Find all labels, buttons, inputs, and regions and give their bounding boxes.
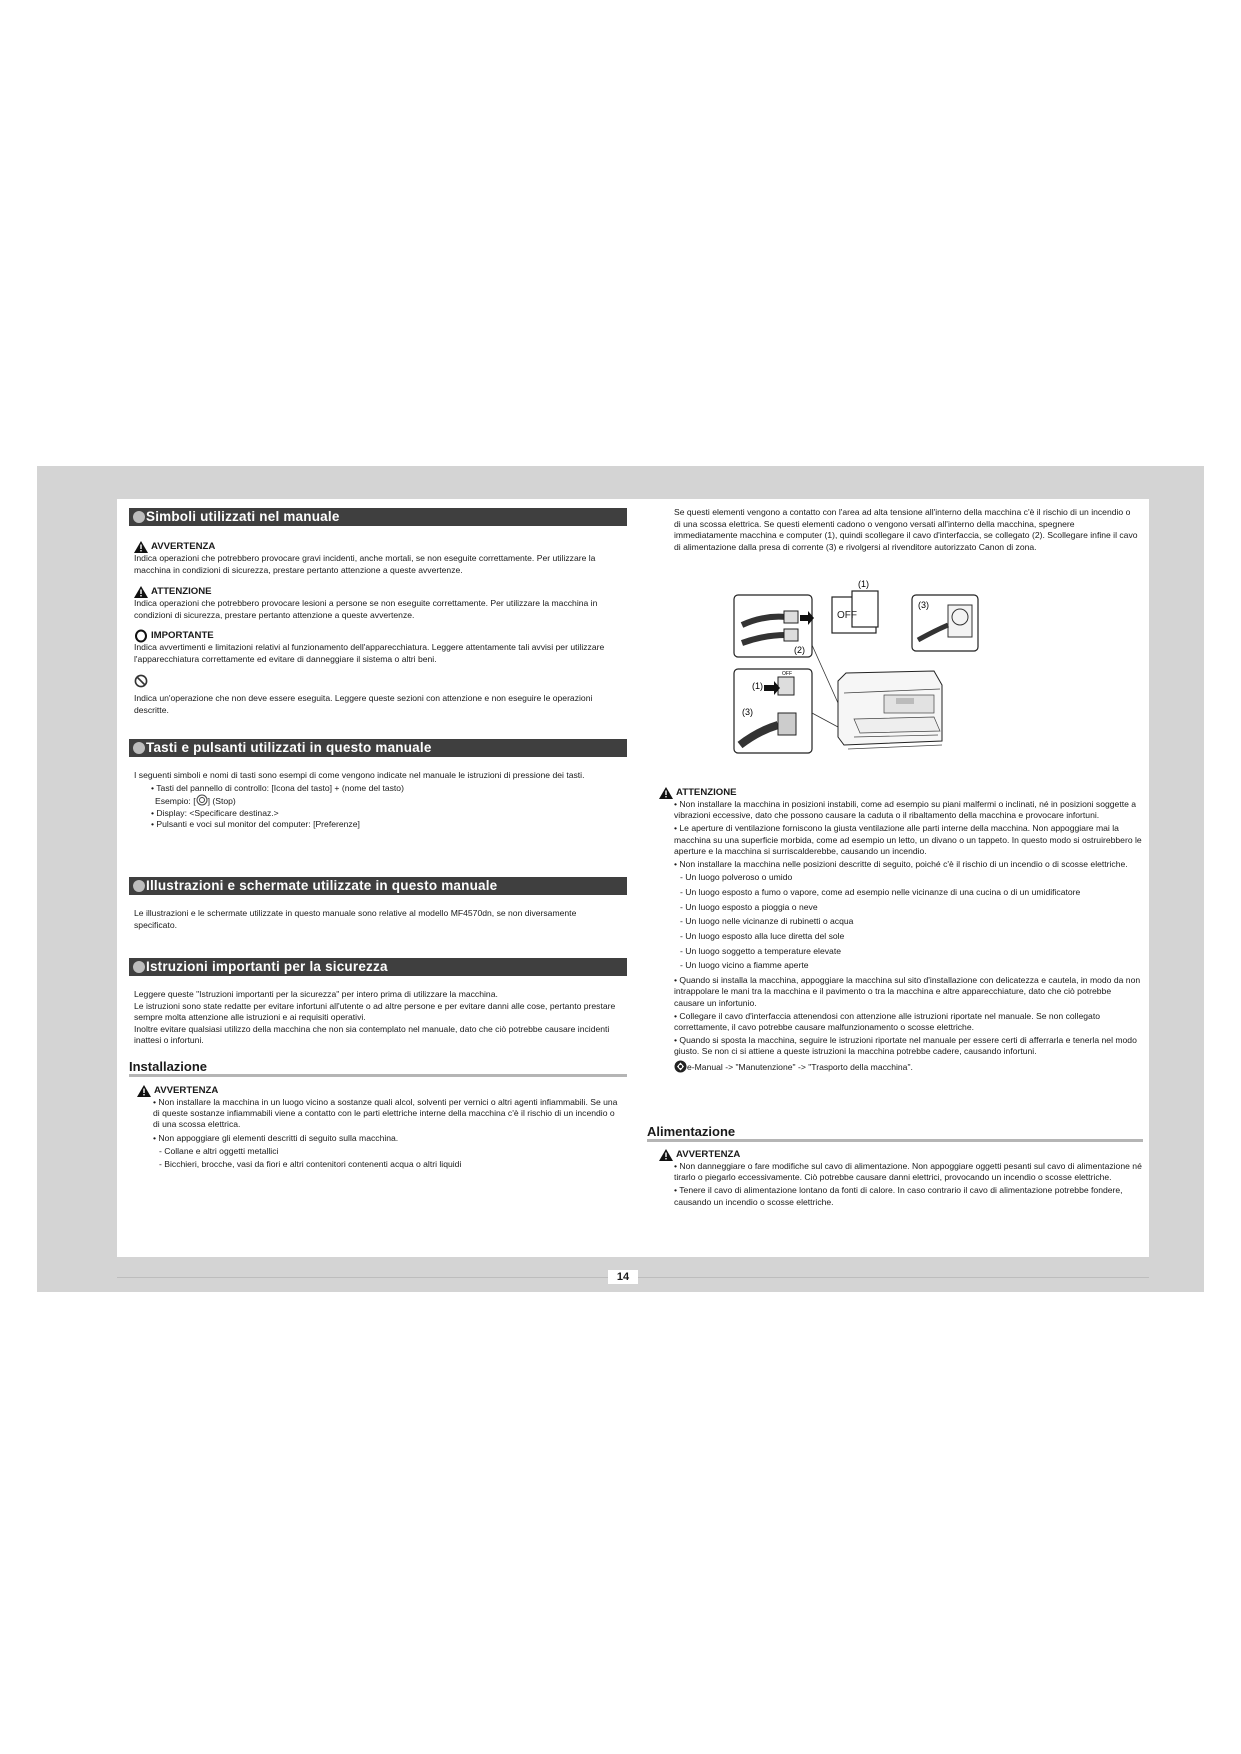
section-title: Istruzioni importanti per la sicurezza — [146, 959, 388, 974]
installazione-sub-1: - Collane e altri oggetti metallici — [159, 1145, 279, 1156]
section-bullet-icon — [133, 511, 145, 523]
emanual-icon — [674, 1060, 687, 1073]
label-off-small: OFF — [782, 671, 792, 677]
unplug-machine-illustration — [734, 579, 1034, 763]
avvertenza-label: AVVERTENZA — [137, 1085, 621, 1097]
location-list — [674, 872, 1143, 971]
warning-triangle-icon — [134, 541, 148, 553]
label-2: (2) — [794, 645, 805, 655]
avvertenza-label: AVVERTENZA — [659, 1149, 1143, 1161]
location-item: - Un luogo esposto a pioggia o neve — [680, 901, 818, 912]
tasti-example: Esempio: [ ] (Stop) — [155, 796, 236, 807]
attenzione-text: Indica operazioni che potrebbero provocare lesioni a persone se non eseguite correttamente. Per utilizzare la macchina in condizioni di sicurezza, prestare pertanto attenzione a queste avvertenze. — [134, 598, 598, 620]
section-header-tasti — [129, 739, 627, 757]
section-header-illustrazioni — [129, 877, 627, 895]
machine-back-panel — [734, 669, 812, 753]
location-item: - Un luogo esposto a fumo o vapore, come ad esempio nelle vicinanze di una cucina o di un umidificatore — [680, 886, 1081, 897]
attenzione-label: ATTENZIONE — [659, 787, 1143, 799]
important-icon — [134, 630, 148, 642]
warning-triangle-icon — [659, 1149, 673, 1161]
alimentazione-bullet-2: • Tenere il cavo di alimentazione lontano da fonti di calore. In caso contrario il cavo di alimentazione potrebbe fondere, causando un incendio o scosse elettriche. — [674, 1185, 1123, 1207]
alimentazione-bullet-1: • Non danneggiare o fare modifiche sul cavo di alimentazione. Non appoggiare oggetti pesanti sul cavo di alimentazione né tirarlo o piegarlo eccessivamente. Ciò potrebbe causare danni elettrici, provocando un incendio o scosse elettriche. — [674, 1161, 1142, 1183]
tasti-item-monitor: • Pulsanti e voci sul monitor del computer: [Preferenze] — [151, 819, 360, 830]
attenzione-bullet-5: • Collegare il cavo d'interfaccia attenendosi con attenzione alle istruzioni riportate nel manuale. Se non collegato correttamente, il cavo potrebbe causare malfunzionamento o scosse elettriche. — [674, 1010, 1100, 1032]
computer-off-panel — [832, 579, 878, 633]
label-1a: (1) — [858, 579, 869, 589]
section-bullet-icon — [133, 961, 145, 973]
attenzione-bullet-4: • Quando si installa la macchina, appoggiare la macchina sul sito d'installazione con delicatezza e cautela, in modo da non intrappolare le mani tra la macchina e il pavimento o tra la macchina e altre apparecchiature, dato che ciò potrebbe causare un infortunio. — [674, 975, 1141, 1008]
warning-triangle-icon — [137, 1085, 151, 1097]
importante-text: Indica avvertimenti e limitazioni relativi al funzionamento dell'apparecchiatura. Leggere attentamente tali avvisi per utilizzare l'apparecchiatura correttamente ed evitare di danneggiare il sistema o altri beni. — [134, 642, 605, 664]
illustrazioni-text: Le illustrazioni e le schermate utilizzate in questo manuale sono relative al modello MF4570dn, se non diversamente specificato. — [134, 908, 577, 930]
location-item: - Un luogo nelle vicinanze di rubinetti o acqua — [680, 916, 854, 927]
attenzione-label: ATTENZIONE — [134, 586, 620, 598]
sicurezza-line-3: Inoltre evitare qualsiasi utilizzo della macchina che non sia contemplato nel manuale, dato che ciò potrebbe causare incidenti inattesi o infortuni. — [134, 1023, 610, 1046]
emanual-reference: e-Manual -> "Manutenzione" -> "Trasporto della macchina". — [674, 1060, 1143, 1073]
page-number: 14 — [608, 1270, 638, 1284]
installazione-bullet-2: • Non appoggiare gli elementi descritti di seguito sulla macchina. — [153, 1132, 399, 1143]
avvertenza-label: AVVERTENZA — [134, 541, 620, 553]
attenzione-bullet-6: • Quando si sposta la macchina, seguire le istruzioni riportate nel manuale per essere certi di afferrarla e tenerla nel modo giusto. Se non ci si attiene a queste istruzioni la macchina potrebbe cadere, causando infortuni. — [674, 1035, 1137, 1057]
tasti-item-display: • Display: <Specificare destinaz.> — [151, 807, 279, 818]
importante-label: IMPORTANTE — [134, 630, 620, 642]
attenzione-bullet-1: • Non installare la macchina in posizioni instabili, come ad esempio su piani malfermi o inclinati, né in posizioni soggette a vibrazioni eccessive, dato che possono causare la caduta o il ribaltamento della macchina e provocare infortuni. — [674, 799, 1137, 821]
warning-triangle-icon — [134, 586, 148, 598]
installazione-bullet-1: • Non installare la macchina in un luogo vicino a sostanze quali alcol, solventi per vernici o altri agenti infiammabili. Se una di queste sostanze infiammabili viene a contatto con le parti elettriche interne della macchina c'è il rischio di un incendio o di una scossa elettrica. — [153, 1097, 618, 1130]
attenzione-bullet-3: • Non installare la macchina nelle posizioni descritte di seguito, poiché c'è il rischio di un incendio o di scosse elettriche. — [674, 859, 1128, 870]
interface-cable-panel — [734, 595, 814, 657]
warning-triangle-icon — [659, 787, 673, 799]
subsection-header-installazione: Installazione — [129, 1059, 627, 1077]
manual-page — [117, 499, 1149, 1257]
location-item: - Un luogo esposto alla luce diretta del sole — [680, 931, 845, 942]
sicurezza-line-1: Leggere queste "Istruzioni importanti per la sicurezza" per intero prima di utilizzare la macchina. — [134, 989, 498, 999]
section-header-simboli — [129, 508, 627, 526]
label-3b: (3) — [742, 707, 753, 717]
prohibited-text: Indica un'operazione che non deve essere eseguita. Leggere queste sezioni con attenzione e non eseguire le operazioni descritte. — [134, 693, 593, 715]
right-intro: Se questi elementi vengono a contatto con l'area ad alta tensione all'interno della macchina c'è il rischio di un incendio o di una scossa elettrica. Se questi elementi cadono o vengono versati all'interno della macchina, spegnere immediatamente macchina e computer (1), quindi scollegare il cavo d'interfaccia, se collegato (2). Scollegare infine il cavo di alimentazione dalla presa di corrente (3) e rivolgersi al rivenditore autorizzato Canon di zona. — [674, 507, 1138, 552]
attenzione-bullet-2: • Le aperture di ventilazione forniscono la giusta ventilazione alle parti interne della macchina. Non appoggiare mai la macchina su una superficie morbida, come ad esempio un letto, un divano o un tappeto. In questo modo si ostruirebbero le aperture e la macchina si surriscalderebbe, causando un incendio. — [674, 823, 1142, 856]
location-item: - Un luogo soggetto a temperature elevate — [680, 945, 841, 956]
label-off: OFF — [837, 610, 857, 621]
section-title: Tasti e pulsanti utilizzati in questo manuale — [146, 740, 432, 755]
label-3a: (3) — [918, 600, 929, 610]
section-title: Illustrazioni e schermate utilizzate in questo manuale — [146, 878, 498, 893]
stop-key-icon — [196, 794, 208, 806]
label-1b: (1) — [752, 681, 763, 691]
section-bullet-icon — [133, 880, 145, 892]
location-item: - Un luogo polveroso o umido — [680, 872, 793, 883]
power-outlet-panel — [912, 595, 978, 651]
prohibited-icon — [134, 674, 148, 688]
section-bullet-icon — [133, 742, 145, 754]
section-header-sicurezza — [129, 958, 627, 976]
printer-drawing — [812, 645, 942, 749]
tasti-intro: I seguenti simboli e nomi di tasti sono esempi di come vengono indicate nel manuale le istruzioni di pressione dei tasti. — [134, 770, 585, 780]
location-item: - Un luogo vicino a fiamme aperte — [680, 960, 809, 971]
avvertenza-text: Indica operazioni che potrebbero provocare gravi incidenti, anche mortali, se non eseguite correttamente. Per utilizzare la macchina in condizioni di sicurezza, prestare pertanto attenzione a queste avvertenze. — [134, 553, 596, 575]
subsection-header-alimentazione: Alimentazione — [647, 1124, 1143, 1142]
tasti-item-control-panel: • Tasti del pannello di controllo: [Icona del tasto] + (nome del tasto) — [151, 782, 404, 793]
installazione-sub-2: - Bicchieri, brocche, vasi da fiori e altri contenitori contenenti acqua o altri liquidi — [159, 1159, 462, 1170]
section-title: Simboli utilizzati nel manuale — [146, 509, 340, 524]
sicurezza-line-2: Le istruzioni sono state redatte per evitare infortuni all'utente o ad altre persone e per evitare danni alle cose, pertanto prestare sempre molta attenzione alle istruzioni e ai requisiti operativi. — [134, 1000, 616, 1023]
